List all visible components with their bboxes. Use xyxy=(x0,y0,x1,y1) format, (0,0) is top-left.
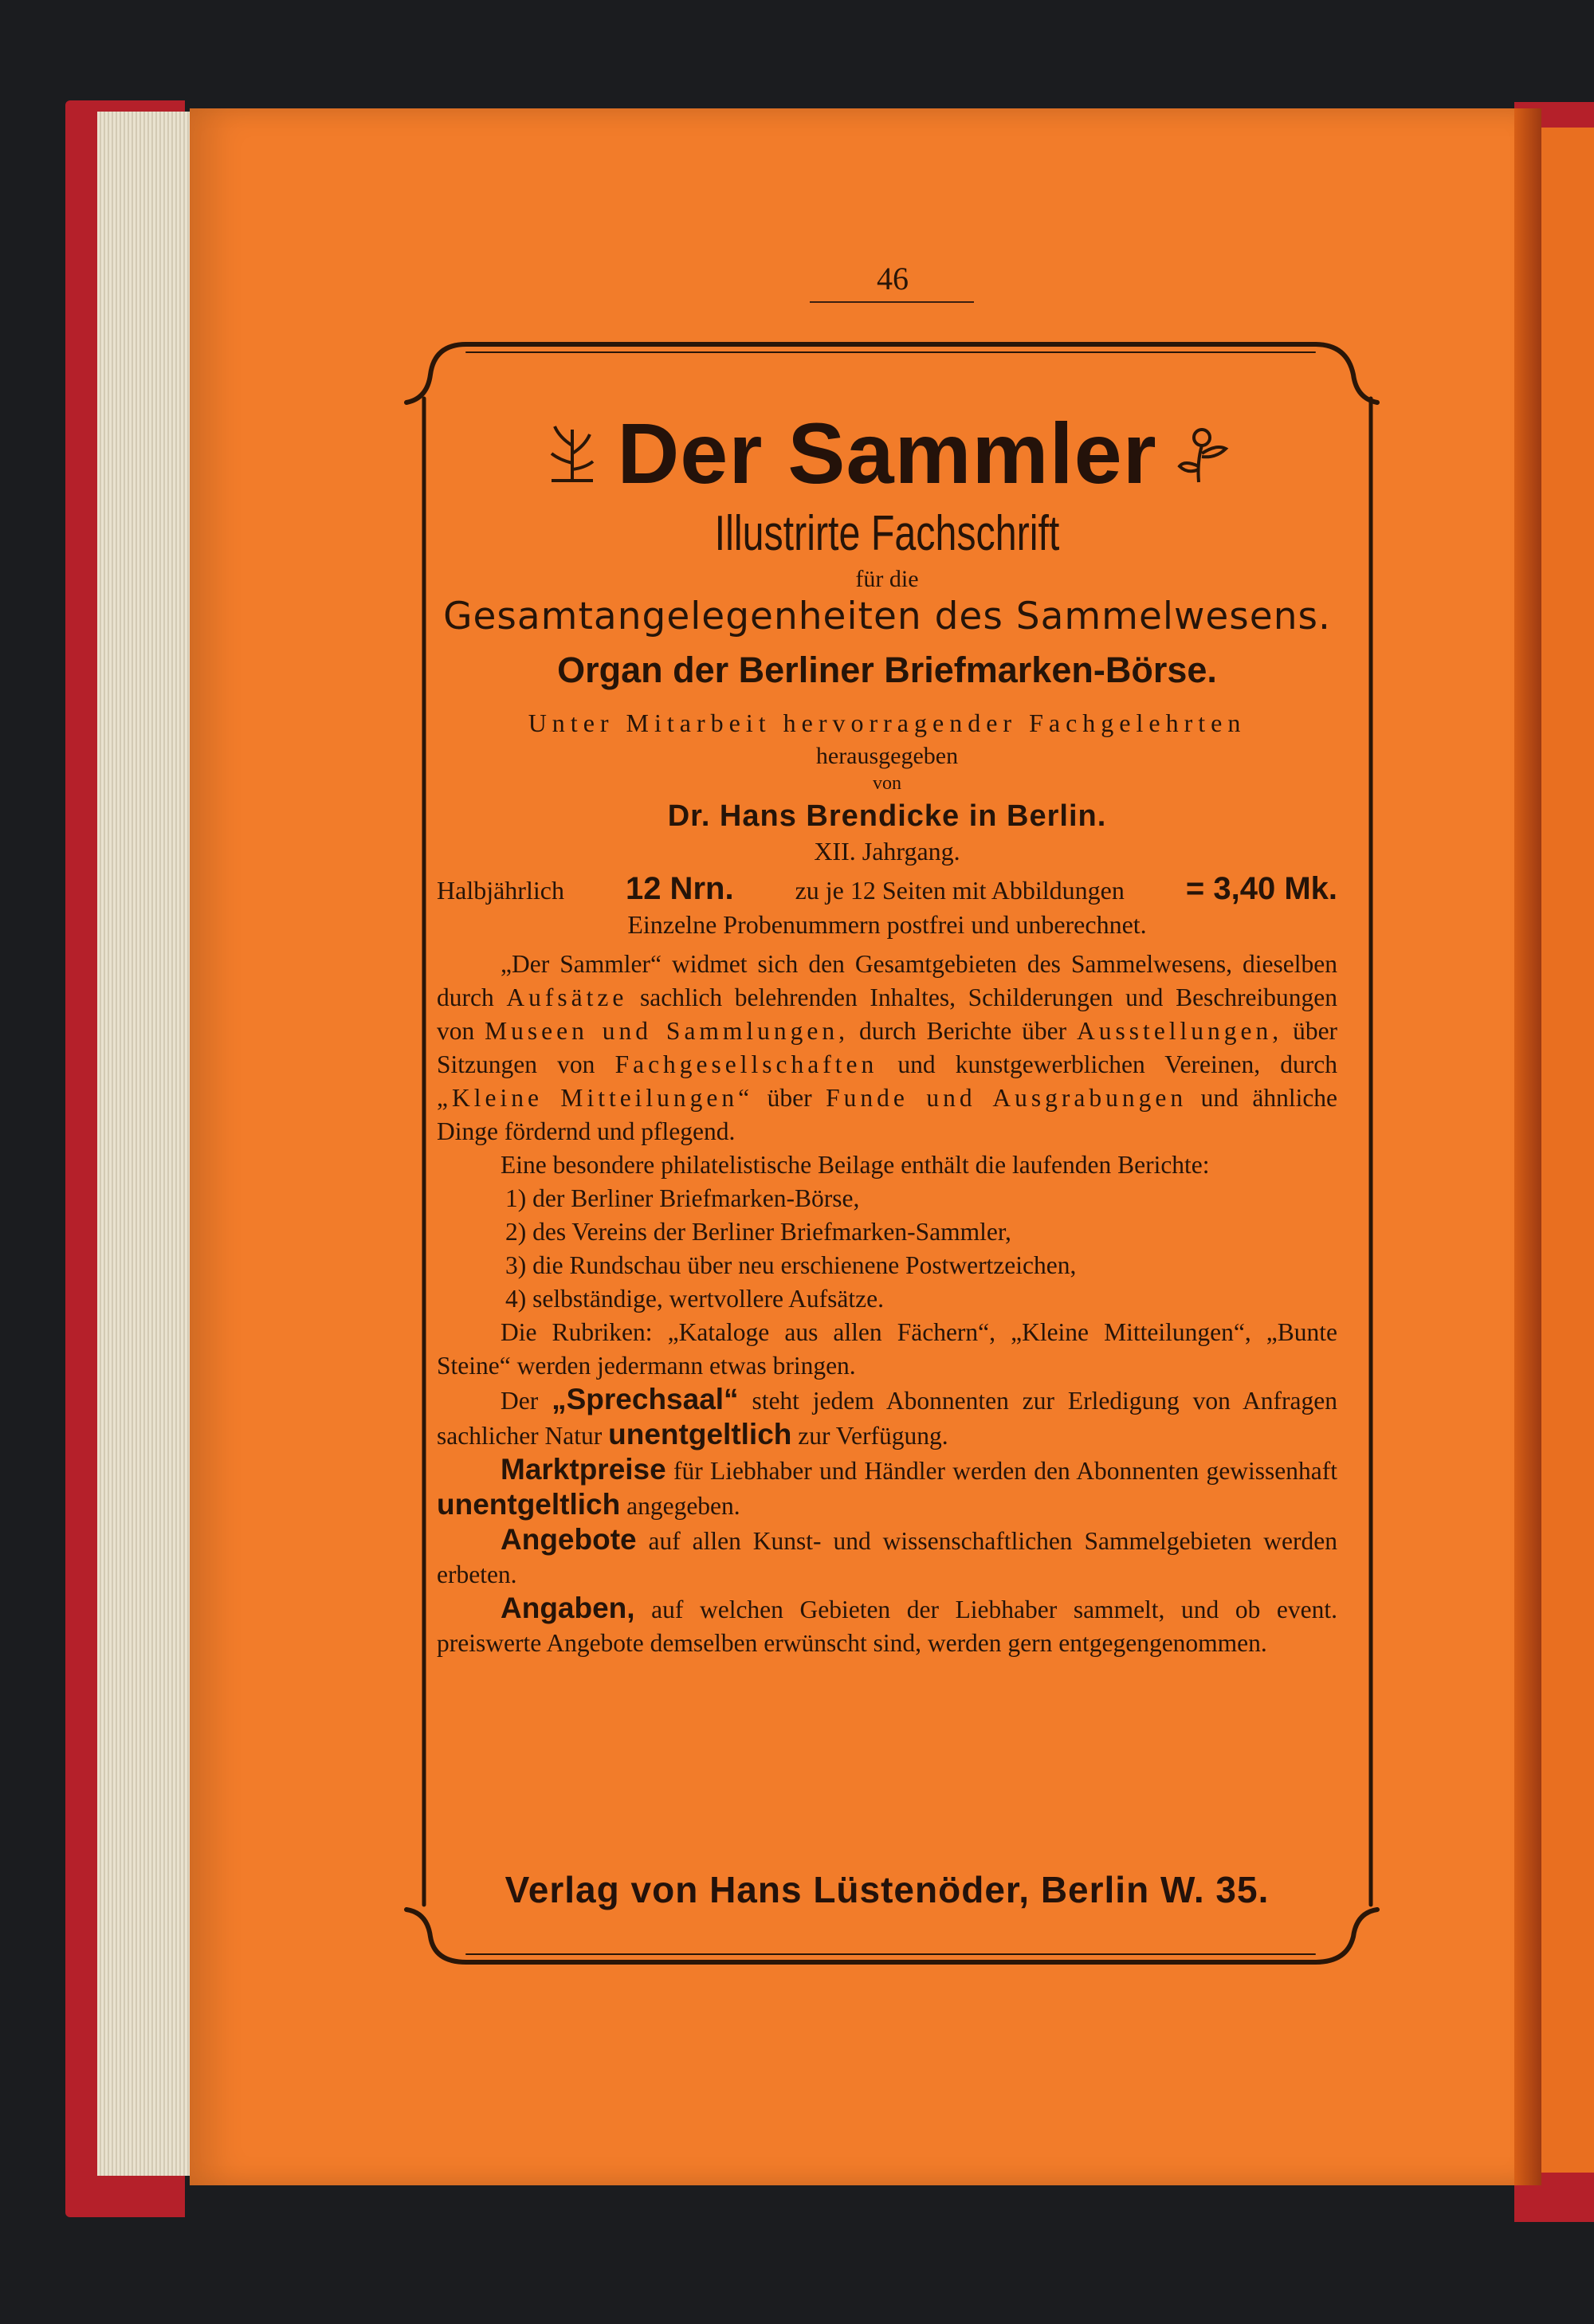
volume-year: XII. Jahrgang. xyxy=(814,837,960,866)
page-number: 46 xyxy=(877,261,909,296)
paragraph-angebote: Angebote auf allen Kunst- und wissenschaftlichen Sammelgebieten werden erbeten. xyxy=(437,1523,1338,1589)
credits-herausgegeben: herausgegeben xyxy=(815,743,959,770)
paragraph-intro: „Der Sammler“ widmet sich den Gesamtgebieten des Sammelwesens, dieselben durch Aufsätze sachlich belehrenden Inhaltes, Schilderungen und Beschreibungen von Museen und Sammlungen, durch Berichte über Ausstellungen, über Sitzungen von Fachgesellschaften und kunstgewerblichen Vereinen, durch „Kleine Mitteilungen“ über Funde und Ausgrabungen und ähnliche Dinge fördernd und pflegend. xyxy=(437,950,1338,1146)
list-item: 1) der Berliner Briefmarken-Börse, xyxy=(505,1184,860,1213)
list-item: 2) des Vereins der Berliner Briefmarken-Sammler, xyxy=(505,1218,1011,1246)
price-line xyxy=(437,871,1337,907)
list-item: 3) die Rundschau über neu erschienene Postwertzeichen, xyxy=(505,1251,1077,1280)
masthead-organ: Organ der Berliner Briefmarken-Börse. xyxy=(557,650,1217,691)
price-pages: zu je 12 Seiten mit Abbildungen xyxy=(795,876,1125,905)
advertisement-text xyxy=(437,406,1337,1921)
description-body xyxy=(437,948,1337,1660)
paragraph-sprechsaal: Der „Sprechsaal“ steht jedem Abonnenten zur Erledigung von Anfragen sachlicher Natur unentgeltlich zur Verfügung. xyxy=(437,1383,1337,1451)
publisher-line: Verlag von Hans Lüstenöder, Berlin W. 35. xyxy=(505,1869,1270,1910)
flower-ornament-right-icon xyxy=(1175,422,1231,485)
credits-unter: Unter Mitarbeit hervorragender Fachgelehrten xyxy=(528,709,1247,738)
editor-name: Dr. Hans Brendicke in Berlin. xyxy=(667,799,1107,834)
masthead-topic: Gesamtangelegenheiten des Sammelwesens. xyxy=(443,595,1331,639)
paragraph-rubrics: Die Rubriken: „Kataloge aus allen Fächern“, „Kleine Mitteilungen“, „Bunte Steine“ werden jedermann etwas bringen. xyxy=(437,1318,1337,1380)
masthead-title-row xyxy=(437,406,1337,501)
sample-copies-note: Einzelne Probenummern postfrei und unberechnet. xyxy=(627,910,1147,940)
masthead-fuer: für die xyxy=(855,566,919,593)
masthead-title: Der Sammler xyxy=(617,405,1157,501)
price-issues: 12 Nrn. xyxy=(625,871,734,907)
paragraph-supplement: Eine besondere philatelistische Beilage enthält die laufenden Berichte: xyxy=(501,1151,1210,1180)
list-item: 4) selbständige, wertvollere Aufsätze. xyxy=(505,1285,884,1313)
masthead-subtitle: Illustrirte Fachschrift xyxy=(714,506,1060,561)
price-amount: = 3,40 Mk. xyxy=(1185,871,1337,907)
paragraph-angaben: Angaben, auf welchen Gebieten der Liebhaber sammelt, und ob event. preiswerte Angebote demselben erwünscht sind, werden gern entgegengenommen. xyxy=(437,1592,1338,1658)
flower-ornament-left-icon xyxy=(544,422,599,485)
paragraph-marktpreise: Marktpreise für Liebhaber und Händler werden den Abonnenten gewissenhaft unentgeltlich angegeben. xyxy=(437,1453,1338,1521)
credits-von: von xyxy=(873,773,901,795)
price-period: Halbjährlich xyxy=(437,876,564,905)
